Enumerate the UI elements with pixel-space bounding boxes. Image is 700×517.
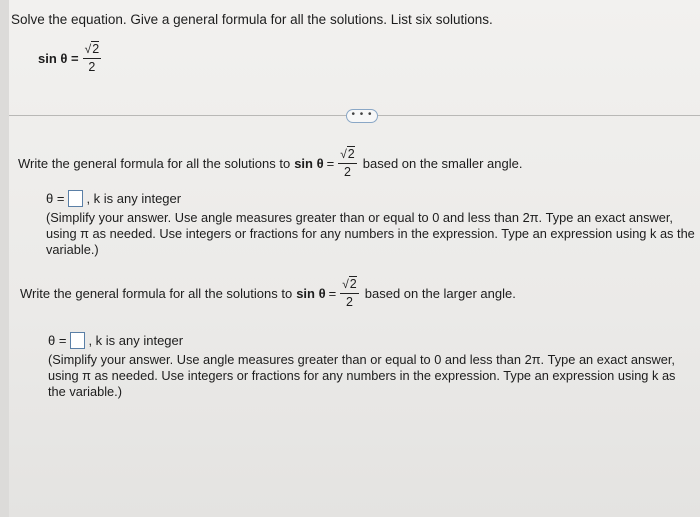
part2-hint: (Simplify your answer. Use angle measures greater than or equal to 0 and less than 2π. Type an exact answer, using π as needed. Use integers or fractions for any numbers in the expression. Type an expression using k as the variable.)	[48, 352, 676, 399]
equation-fraction: $\frac{√2}{2}$	[84, 42, 100, 74]
part2-answer-row: θ = , k is any integer	[48, 333, 184, 348]
part2-fraction: $\frac{√2}{2}$	[342, 277, 357, 309]
part1-answer-input[interactable]	[68, 190, 83, 207]
sqrt-symbol: √	[340, 147, 347, 161]
part1-hint: (Simplify your answer. Use angle measures greater than or equal to 0 and less than 2π. Type an exact answer, using π as needed. Use integers or fractions for any numbers in the expression. Type an expression using k as the variable.)	[46, 210, 695, 257]
question-equation	[38, 43, 101, 73]
equation-lhs: sin θ =	[38, 50, 79, 66]
left-edge	[0, 0, 9, 517]
part1-answer-row: θ = , k is any integer	[46, 191, 182, 206]
part1-fraction: $\frac{√2}{2}$	[340, 147, 355, 179]
part2-answer-input[interactable]	[70, 332, 85, 349]
part1-prompt: Write the general formula for all the solutions to sin θ = $\frac{√2}{2}$ based on the smaller angle.	[18, 147, 523, 179]
part2-prompt: Write the general formula for all the solutions to sin θ = $\frac{√2}{2}$ based on the larger angle.	[20, 277, 516, 309]
sqrt-symbol: √	[84, 42, 92, 56]
expand-more-button[interactable]: • • •	[346, 109, 378, 123]
question-title: Solve the equation. Give a general formula for all the solutions. List six solutions.	[11, 12, 493, 27]
sqrt-symbol: √	[342, 277, 349, 291]
